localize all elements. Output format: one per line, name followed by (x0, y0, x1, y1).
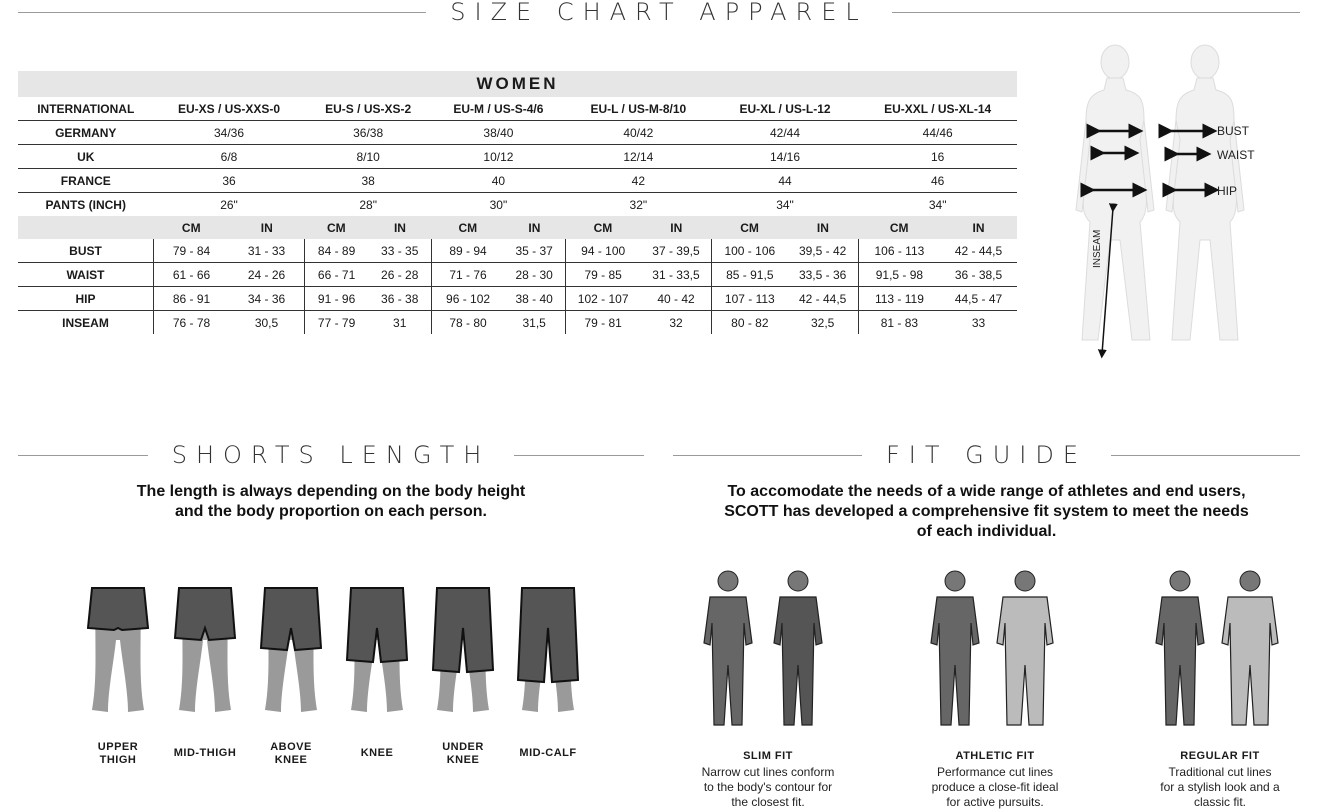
row-label: BUST (18, 239, 154, 263)
fit-description-line: of each individual. (916, 523, 1057, 540)
table-cell: 38/40 (432, 121, 565, 145)
table-cell: 33,5 - 36 (787, 263, 858, 287)
table-cell: 76 - 78 (154, 311, 230, 335)
table-cell: 78 - 80 (432, 311, 504, 335)
row-label: INTERNATIONAL (18, 97, 154, 121)
table-cell: 91 - 96 (305, 287, 369, 311)
table-cell: 32" (629, 197, 648, 212)
table-cell: IN (229, 216, 305, 239)
shorts-figure (508, 580, 588, 725)
page-title: SIZE CHART APPAREL (450, 0, 868, 26)
table-cell: 36/38 (305, 121, 432, 145)
table-cell: CM (154, 216, 230, 239)
table-cell: 40 - 42 (641, 287, 712, 311)
table-cell: 28 - 30 (504, 263, 565, 287)
table-cell: 100 - 106 (712, 239, 788, 263)
table-header-women: WOMEN (18, 71, 1017, 97)
table-row-units (18, 216, 1017, 239)
fit-description-line: Narrow cut lines conform (701, 765, 835, 779)
shorts-icon (78, 580, 158, 725)
row-label (18, 216, 154, 239)
shorts-label (165, 747, 245, 760)
table-cell: 14/16 (712, 145, 859, 169)
table-cell: 46 (858, 169, 1017, 193)
shorts-figure (337, 580, 417, 725)
fit-description-line: for a stylish look and a (1160, 780, 1280, 794)
table-row-france (18, 169, 1017, 193)
table-cell: 32,5 (810, 315, 835, 330)
table-cell: 91,5 - 98 (858, 263, 940, 287)
table-cell: 44,5 - 47 (940, 287, 1017, 311)
shorts-description-line: The length is always depending on the body height (136, 483, 526, 500)
waist-label: WAIST (1217, 148, 1255, 162)
shorts-label-line: UPPER (97, 741, 139, 753)
table-cell: 89 - 94 (432, 239, 504, 263)
shorts-label-line: KNEE (446, 754, 480, 766)
table-row-uk (18, 145, 1017, 169)
fit-guide-title-bar (673, 440, 1300, 470)
inseam-label: INSEAM (1092, 229, 1103, 268)
fit-title: REGULAR FIT (1180, 750, 1260, 762)
row-label: WAIST (18, 263, 154, 287)
table-cell: 39,5 - 42 (787, 239, 858, 263)
row-label: GERMANY (18, 121, 154, 145)
table-cell: 42 - 44,5 (940, 239, 1017, 263)
body-measurement-figure (1060, 40, 1310, 365)
fit-description-line: the closest fit. (731, 795, 805, 809)
table-cell: 10/12 (432, 145, 565, 169)
table-row-inseam (18, 311, 1017, 335)
table-cell: IN (368, 216, 432, 239)
athlete-icon (920, 565, 1070, 735)
table-cell: 42/44 (712, 121, 859, 145)
table-cell: 85 - 91,5 (712, 263, 788, 287)
table-cell: 79 - 81 (565, 311, 641, 335)
fit-description-text (678, 765, 858, 810)
shorts-label-line: KNEE (274, 754, 308, 766)
table-cell: 42 (565, 169, 712, 193)
table-cell: 80 - 82 (712, 311, 788, 335)
table-cell: 30,5 (254, 315, 279, 330)
shorts-icon (508, 580, 588, 725)
fit-description-line: to the body's contour for (703, 780, 833, 794)
table-cell: 30" (489, 197, 508, 212)
table-row-bust (18, 239, 1017, 263)
row-label: FRANCE (18, 169, 154, 193)
shorts-label-line: KNEE (360, 747, 394, 759)
table-cell: 38 - 40 (504, 287, 565, 311)
table-cell: IN (504, 216, 565, 239)
hip-label: HIP (1217, 184, 1238, 198)
shorts-label (78, 741, 158, 767)
shorts-figure (78, 580, 158, 725)
bust-label: BUST (1217, 124, 1250, 138)
table-cell: 32 (669, 315, 683, 330)
table-cell: 34" (928, 197, 947, 212)
table-cell: 44/46 (858, 121, 1017, 145)
row-label: HIP (18, 287, 154, 311)
fit-description-text (1130, 765, 1310, 810)
row-label: UK (18, 145, 154, 169)
fit-figure (693, 565, 843, 740)
table-cell: 33 - 35 (368, 239, 432, 263)
table-cell: IN (641, 216, 712, 239)
table-cell: EU-XXL / US-XL-14 (858, 97, 1017, 121)
table-cell: 44 (712, 169, 859, 193)
shorts-label-line: ABOVE (270, 741, 312, 753)
shorts-label-line: UNDER (442, 741, 484, 753)
shorts-label-line: THIGH (99, 754, 137, 766)
fit-description-text (905, 765, 1085, 810)
shorts-label-line: MID-CALF (519, 747, 577, 759)
shorts-description-line: and the body proportion on each person. (174, 503, 487, 520)
table-cell: 37 - 39,5 (641, 239, 712, 263)
table-cell: 8/10 (305, 145, 432, 169)
table-cell: 28" (359, 197, 377, 212)
table-cell: 6/8 (154, 145, 305, 169)
table-cell: 61 - 66 (154, 263, 230, 287)
fit-description-line: Performance cut lines (936, 765, 1054, 779)
fit-figure (920, 565, 1070, 740)
table-cell: 26 - 28 (368, 263, 432, 287)
table-row-pants (18, 193, 1017, 217)
table-row-germany (18, 121, 1017, 145)
table-cell: 34" (776, 197, 794, 212)
shorts-label (337, 747, 417, 760)
table-cell: 42 - 44,5 (787, 287, 858, 311)
shorts-icon (165, 580, 245, 725)
table-cell: IN (787, 216, 858, 239)
table-cell: 113 - 119 (858, 287, 940, 311)
table-cell: 107 - 113 (712, 287, 788, 311)
table-cell: 40 (432, 169, 565, 193)
row-label: PANTS (INCH) (45, 197, 126, 212)
table-cell: CM (305, 216, 369, 239)
table-cell: 84 - 89 (305, 239, 369, 263)
fit-figure (1145, 565, 1295, 740)
divider-line (1111, 455, 1300, 456)
table-cell: 71 - 76 (432, 263, 504, 287)
row-label: INSEAM (62, 315, 109, 330)
table-cell: CM (432, 216, 504, 239)
fit-description-line: Traditional cut lines (1168, 765, 1272, 779)
table-cell: CM (565, 216, 641, 239)
table-cell: 81 - 83 (858, 311, 940, 335)
table-cell: 38 (305, 169, 432, 193)
table-cell: 36 - 38,5 (940, 263, 1017, 287)
table-cell: 102 - 107 (565, 287, 641, 311)
table-row-waist (18, 263, 1017, 287)
table-cell: 31 (393, 315, 407, 330)
size-chart-title-bar (18, 0, 1300, 26)
athlete-icon (1145, 565, 1295, 735)
divider-line (892, 12, 1300, 13)
table-cell: 35 - 37 (504, 239, 565, 263)
shorts-label-line: MID-THIGH (173, 747, 237, 759)
table-cell: 94 - 100 (565, 239, 641, 263)
fit-description-line: produce a close-fit ideal (931, 780, 1059, 794)
table-cell: 79 - 84 (154, 239, 230, 263)
table-cell: 31,5 (522, 315, 546, 330)
divider-line (18, 12, 426, 13)
shorts-description (18, 482, 644, 522)
table-cell: 36 (154, 169, 305, 193)
divider-line (18, 455, 148, 456)
shorts-label (251, 741, 331, 767)
table-cell: 34 - 36 (229, 287, 305, 311)
shorts-icon (251, 580, 331, 725)
table-cell: 31 - 33,5 (641, 263, 712, 287)
table-cell: 86 - 91 (154, 287, 230, 311)
woman-silhouette-icon (1060, 40, 1310, 365)
fit-description (673, 482, 1300, 542)
fit-description-line: To accomodate the needs of a wide range of athletes and end users, (727, 483, 1246, 500)
shorts-label (508, 747, 588, 760)
shorts-icon (337, 580, 417, 725)
shorts-icon (423, 580, 503, 725)
table-cell: 34/36 (154, 121, 305, 145)
table-cell: CM (858, 216, 940, 239)
shorts-figure (423, 580, 503, 725)
table-cell: EU-XL / US-L-12 (712, 97, 859, 121)
fit-description-line: classic fit. (1193, 795, 1246, 809)
table-cell: 26" (220, 197, 238, 212)
table-cell: 33 (971, 315, 986, 330)
table-cell: 36 - 38 (368, 287, 432, 311)
shorts-figure (251, 580, 331, 725)
shorts-label (423, 741, 503, 767)
table-row-international (18, 97, 1017, 121)
table-cell: 16 (858, 145, 1017, 169)
table-cell: 96 - 102 (432, 287, 504, 311)
fit-guide-title: FIT GUIDE (885, 441, 1088, 469)
table-row-hip (18, 287, 1017, 311)
fit-title: ATHLETIC FIT (955, 750, 1035, 762)
table-cell: EU-M / US-S-4/6 (432, 97, 565, 121)
shorts-length-title-bar (18, 440, 644, 470)
table-cell: EU-L / US-M-8/10 (565, 97, 712, 121)
shorts-figure (165, 580, 245, 725)
table-cell: EU-S / US-XS-2 (305, 97, 432, 121)
table-cell: 77 - 79 (305, 311, 369, 335)
table-cell: CM (712, 216, 788, 239)
table-cell: IN (940, 216, 1017, 239)
table-cell: 31 - 33 (229, 239, 305, 263)
table-cell: 79 - 85 (565, 263, 641, 287)
divider-line (514, 455, 644, 456)
table-cell: 12/14 (565, 145, 712, 169)
table-cell: EU-XS / US-XXS-0 (154, 97, 305, 121)
athlete-icon (693, 565, 843, 735)
women-size-table (18, 71, 1017, 334)
fit-description-line: SCOTT has developed a comprehensive fit system to meet the needs (724, 503, 1249, 520)
table-cell: 24 - 26 (229, 263, 305, 287)
divider-line (673, 455, 862, 456)
table-cell: 106 - 113 (858, 239, 940, 263)
fit-title: SLIM FIT (743, 750, 793, 762)
table-cell: 40/42 (565, 121, 712, 145)
shorts-length-title: SHORTS LENGTH (171, 441, 491, 469)
fit-description-line: for active pursuits. (946, 795, 1044, 809)
table-cell: 66 - 71 (305, 263, 369, 287)
